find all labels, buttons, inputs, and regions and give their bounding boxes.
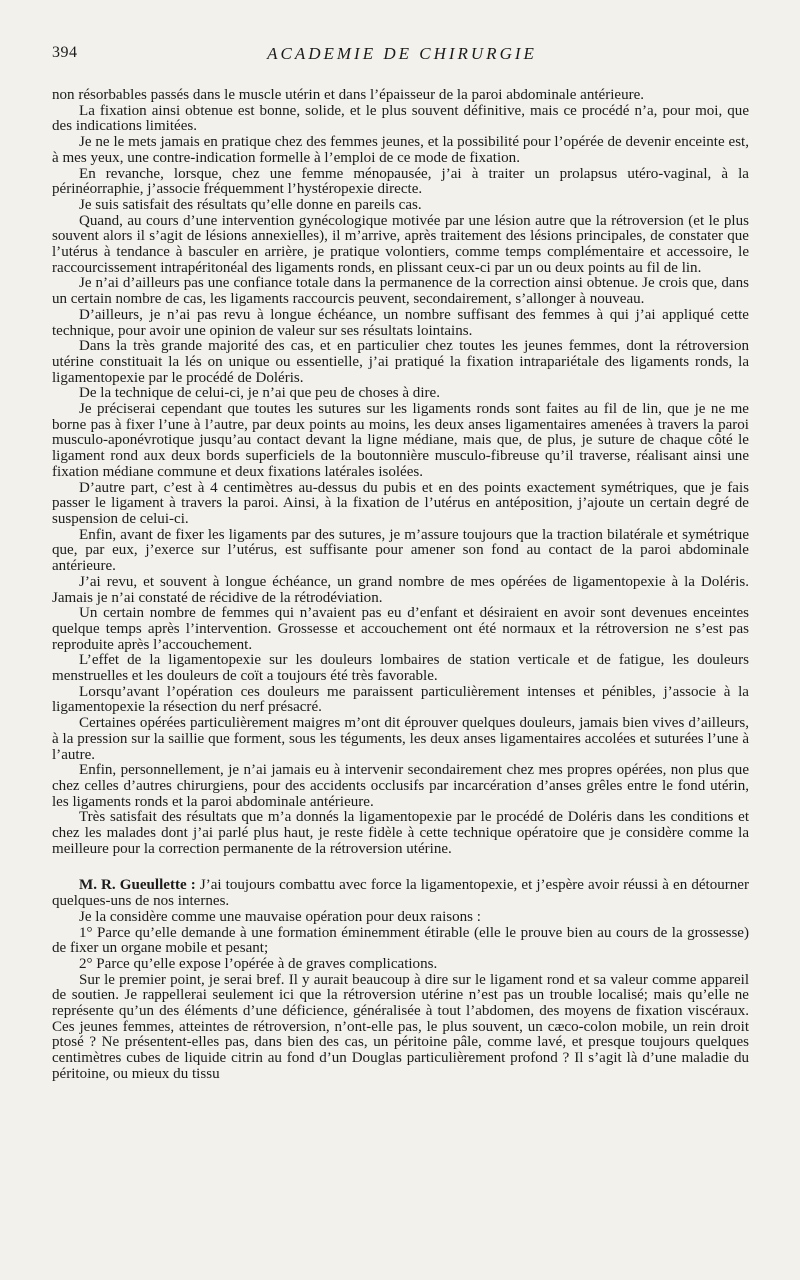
paragraph: 1° Parce qu’elle demande à une formation éminemment étirable (elle le prouve bien au cours de la grossesse) de fixer un organe mobile et pesant;: [52, 924, 749, 957]
paragraph: Un certain nombre de femmes qui n’avaient pas eu d’enfant et désiraient en avoir sont devenues enceintes quelque temps après l’intervention. Grossesse et accouchement ont été normaux et la rétroversion ne s’est pas reproduite après l’accouchement.: [52, 605, 749, 653]
speaker-name: M. R. Gueullette :: [79, 877, 196, 894]
paragraph: Quand, au cours d’une intervention gynécologique motivée par une lésion autre que la rétroversion (et le plus souvent alors il s’agit de lésions annexielles), il m’arrive, après traitement des lésions principales, de constater que l’utérus à tendance à basculer en arrière, je pratique volontiers, comme temps complémentaire et accessoire, le raccourcissement intrapéritonéal des ligaments ronds, en plissant ceux-ci par un ou deux points au fil de lin.: [52, 212, 749, 276]
paragraph: Je la considère comme une mauvaise opération pour deux raisons :: [79, 908, 481, 925]
paragraph: De la technique de celui-ci, je n’ai que peu de choses à dire.: [79, 385, 440, 402]
paragraph: L’effet de la ligamentopexie sur les douleurs lombaires de station verticale et de fatigue, les douleurs menstruelles et les douleurs de coït a toujours été très favorable.: [52, 652, 749, 685]
paragraph: Enfin, avant de fixer les ligaments par des sutures, je m’assure toujours que la traction bilatérale et symétrique que, par eux, j’exerce sur l’utérus, est suffisante pour amener son fond au contact de la paroi abdominale antérieure.: [52, 526, 749, 575]
page-header: [52, 44, 752, 68]
paragraph: Enfin, personnellement, je n’ai jamais eu à intervenir secondairement chez mes propres opérées, non plus que chez celles d’autres chirurgiens, pour des accidents occlusifs par incarcération d’anses grêles entre le fond utérin, les ligaments ronds et la paroi abdominale antérieure.: [52, 762, 749, 810]
paragraph: J’ai revu, et souvent à longue échéance, un grand nombre de mes opérées de ligamentopexie à la Doléris. Jamais je n’ai constaté de récidive de la rétrodéviation.: [52, 573, 749, 606]
paragraph: D’ailleurs, je n’ai pas revu à longue échéance, un nombre suffisant des femmes à qui j’ai appliqué cette technique, pour avoir une opinion de valeur sur ses résultats lointains.: [52, 306, 749, 339]
paragraph: Lorsqu’avant l’opération ces douleurs me paraissent particulièrement intenses et pénibles, j’associe à la ligamentopexie la résection du nerf présacré.: [52, 683, 749, 716]
paragraph: Très satisfait des résultats que m’a donnés la ligamentopexie par le procédé de Doléris dans les conditions et chez les malades dont j’ai parlé plus haut, je reste fidèle à cette technique opératoire que je considère comme la meilleure pour la correction permanente de la rétroversion utérine.: [52, 809, 749, 857]
paragraph: Je n’ai d’ailleurs pas une confiance totale dans la permanence de la correction ainsi obtenue. Je crois que, dans un certain nombre de cas, les ligaments raccourcis peuvent, secondairement, s’allonger à nouveau.: [52, 275, 749, 308]
paragraph: non résorbables passés dans le muscle utérin et dans l’épaisseur de la paroi abdominale antérieure.: [52, 87, 645, 103]
body-text: [52, 88, 749, 1083]
page-number: 394: [52, 44, 78, 61]
paragraph: Je suis satisfait des résultats qu’elle donne en pareils cas.: [79, 196, 422, 213]
paragraph: Je préciserai cependant que toutes les sutures sur les ligaments ronds sont faites au fil de lin, que je ne me borne pas à fixer l’une à l’autre, par deux points au moins, les deux anses ligamentaires amenées à travers la paroi musculo-aponévrotique jusqu’au contact devant la ligne médiane, mais que, de plus, je suture de chaque côté le ligament rond aux deux bords superficiels de la boutonnière musculo-fibreuse qu’il traverse, réalisant ainsi une fixation médiane commune et deux fixations latérales isolées.: [52, 401, 749, 480]
paragraph: Je ne le mets jamais en pratique chez des femmes jeunes, et la possibilité pour l’opérée de devenir enceinte est, à mes yeux, une contre-indication formelle à l’emploi de ce mode de fixation.: [52, 134, 749, 166]
paragraph: En revanche, lorsque, chez une femme ménopausée, j’ai à traiter un prolapsus utéro-vaginal, à la périnéorraphie, j’associe fréquemment l’hystéropexie directe.: [52, 165, 749, 198]
paragraph: Certaines opérées particulièrement maigres m’ont dit éprouver quelques douleurs, jamais bien vives d’ailleurs, à la pression sur la saillie que forment, sous les téguments, les deux anses ligamentaires accolées et suturées l’une à l’autre.: [52, 715, 749, 763]
paragraph: Dans la très grande majorité des cas, et en particulier chez toutes les jeunes femmes, dont la rétroversion utérine constituait la lés on unique ou essentielle, j’ai pratiqué la fixation intrapariétale des ligaments ronds, la ligamentopexie par le procédé de Doléris.: [52, 338, 749, 386]
paragraph: Sur le premier point, je serai bref. Il y aurait beaucoup à dire sur le ligament rond et sa valeur comme appareil de soutien. Je rappellerai seulement ici que la rétroversion utérine n’est pas un trouble localisé; mais qu’elle ne représente qu’un des éléments d’une déficience, généralisée à tout l’abdomen, des moyens de fixation viscéraux. Ces jeunes femmes, atteintes de rétroversion, n’ont-elle pas, le plus souvent, un cæco-colon mobile, un rein droit ptosé ? Ne présentent-elles pas, dans bien des cas, un péritoine pâle, comme lavé, et presque toujours quelques centimètres cubes de liquide citrin au fond d’un Douglas particulièrement profond ? Il s’agit là d’une maladie du péritoine, ou mieux du tissu: [52, 971, 749, 1082]
paragraph: 2° Parce qu’elle expose l’opérée à de graves complications.: [79, 955, 438, 972]
paragraph: D’autre part, c’est à 4 centimètres au-dessus du pubis et en des points exactement symétriques, que je fais passer le ligament à travers la paroi. Ainsi, à la fixation de l’utérus en antéposition, j’ajoute un certain degré de suspension de celui-ci.: [52, 479, 749, 527]
paragraph: La fixation ainsi obtenue est bonne, solide, et le plus souvent définitive, mais ce procédé n’a, pour moi, que des indications limitées.: [52, 102, 749, 135]
running-title: ACADEMIE DE CHIRURGIE: [267, 44, 537, 63]
speaker-paragraph: [52, 878, 749, 909]
speaker-text: J’ai toujours combattu avec force la ligamentopexie, et j’espère avoir réussi à en détourner quelques-uns de nos internes.: [52, 877, 749, 910]
